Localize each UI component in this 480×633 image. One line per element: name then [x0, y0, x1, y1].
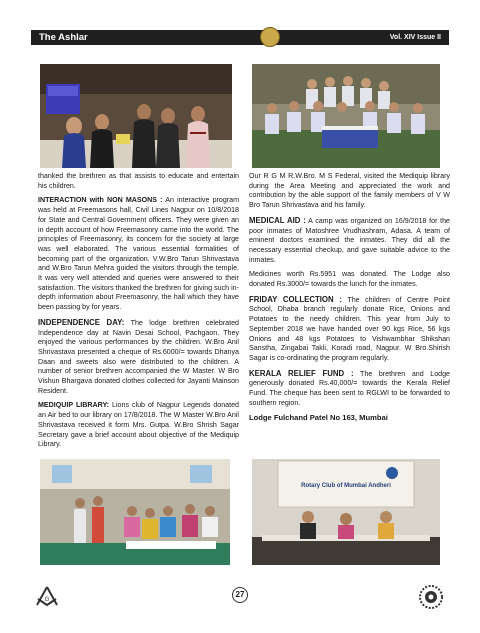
- heading-kerala-relief: KERALA RELIEF FUND :: [249, 368, 354, 378]
- heading-friday-collection: FRIDAY COLLECTION :: [249, 294, 342, 304]
- paragraph-rgm-visit: Our R G M R.W.Bro. M S Federal, visited the Mediquip library during the Area Meeting and appreciated the work and contribution by the able support of the family members of V W Bro Tarun Shrivastava and his family.: [249, 172, 450, 210]
- body-friday-collection: The children of Centre Point School, Dhaba branch regularly donate Rice, Onions and Potatoes to the needy children. This year from July to September 2018 we have handed over 90 kgs Rice, 56 kgs Onions and 48 kgs Potatoes to Vishwambhar Shikshan Sanstha, Zingabai Takli, Koradi road, Nagpur. W Bro.Shirish Sagar is co-ordinating the program regularly.: [249, 295, 450, 362]
- right-text-column: [249, 172, 450, 423]
- heading-lodge-mumbai: Lodge Fulchand Patel No 163, Mumbai: [249, 413, 388, 423]
- page-header: [31, 30, 449, 45]
- rotary-banner-text: Rotary Club of Mumbai Andheri: [301, 483, 391, 489]
- body-mediquip: Lions club of Nagpur Legends donated an Air bed to our library on 17/8/2018. The W Master W.Bro Anil Shrivastava received it form Mrs. Gutpa. W.Bro Shrish Sagar Secretary gave a brief account about objective of the Mediquip Library.: [38, 401, 239, 449]
- page-number: 27: [232, 587, 248, 603]
- photo-rotary-panel: [252, 459, 440, 565]
- svg-text:G: G: [44, 597, 50, 603]
- paragraph-interaction: [38, 196, 239, 312]
- heading-medical-aid: MEDICAL AID :: [249, 215, 306, 225]
- body-kerala-relief: The brethren and Lodge generously donated Rs.40,000/= towards the Kerala Relief Fund. The cheque has been sent to RGLWI to be forwarded to southern region.: [249, 369, 450, 407]
- left-text-column: [38, 172, 239, 455]
- paragraph-medicines: Medicines worth Rs.5951 was donated. The Lodge also donated Rs.3000/= towards the lunch for the inmates.: [249, 270, 450, 289]
- lodge-seal-icon: [418, 584, 444, 610]
- square-compass-icon: [34, 585, 60, 607]
- heading-mediquip: MEDIQUIP LIBRARY:: [38, 401, 110, 410]
- publication-title: The Ashlar: [39, 32, 88, 43]
- photo-group-meeting: [252, 64, 440, 168]
- paragraph-mediquip: [38, 401, 239, 450]
- photo-hall-gathering: [40, 459, 230, 565]
- body-medical-aid: A camp was organized on 16/9/2018 for the poor inmates of Matoshree Vrudhashram, Adasa. A team of eminent doctors examined the inmates. They did all the necessary essential checkup, and gave suitable advice to the inmates.: [249, 216, 450, 264]
- paragraph-independence-day: [38, 318, 239, 397]
- body-independence-day: The lodge brethren celebrated Independence day at Navin Desai School, Pachgaon. They enjoyed the various performances by the children. W.Bro Anil Shrivastava presented a cheque of Rs.6000/= towards Dhanya Daan and sweets also were distributed to the children. A number of senior brethren accompanied the W Master. W Bro Vishun Bhargava donated clothes collected for Jayanti Mainson Resident.: [38, 318, 239, 395]
- masonic-emblem-icon: [260, 27, 280, 47]
- photo-cheque-presentation: [40, 64, 232, 168]
- body-interaction: An interactive program was held at Freemasons hall, Civil Lines Nagpur on 10/8/2018 for State and Central Government officers. They were given an in depth account of how Freemasonry came into the world. The principles of Freemasonry, its concern for the society at large was well elaborated. The various essential formalities of becoming part of the organization. V.W.Bro Tarun Shrivastava and W.Bro Tarun Mehra guided the visitors through the temple. It was very well attended and queries were answered to their satisfaction. The visitors thanked the brethren for giving such in-depth information about Freemasonry, the hall which they have been passing by for years.: [38, 196, 239, 312]
- heading-interaction: INTERACTION with NON MASONS :: [38, 196, 163, 205]
- heading-independence-day: INDEPENDENCE DAY:: [38, 317, 125, 327]
- paragraph-kerala-relief: [249, 369, 450, 409]
- issue-label: Vol. XIV Issue II: [389, 34, 441, 41]
- paragraph-intro: thanked the brethren as that assists to educate and entertain his children.: [38, 172, 239, 190]
- paragraph-friday-collection: [249, 295, 450, 364]
- paragraph-medical-aid: [249, 216, 450, 266]
